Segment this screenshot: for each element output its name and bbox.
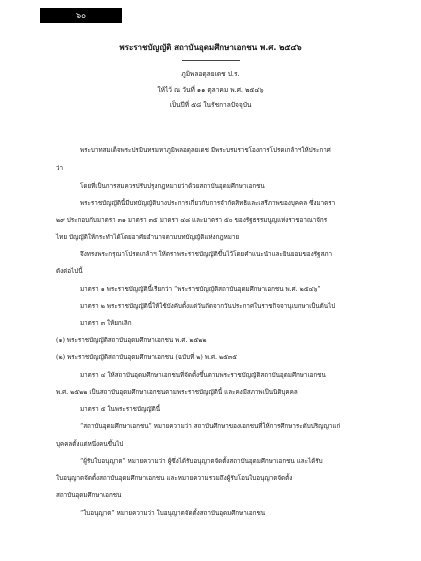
body-line: “ใบอนุญาต” หมายความว่า ใบอนุญาตจัดตั้งสถาบันอุดมศึกษาเอกชน (80, 510, 266, 517)
body-line: ดังต่อไปนี้ (56, 268, 83, 275)
king-name: ภูมิพลอดุลยเดช ป.ร. (181, 70, 240, 78)
body-line: “ผู้รับใบอนุญาต” หมายความว่า ผู้ซึ่งได้รับอนุญาตจัดตั้งสถาบันอุดมศึกษาเอกชน และได้รับ (80, 458, 323, 465)
body-line: ๒๙ ประกอบกับมาตรา ๓๑ มาตรา ๓๕ มาตรา ๔๘ และมาตรา ๕๐ ของรัฐธรรมนูญแห่งราชอาณาจักร (56, 217, 328, 224)
body-line: บุคคลตั้งแต่หนึ่งคนขึ้นไป (56, 441, 124, 448)
body-line: สถาบันอุดมศึกษาเอกชน (56, 492, 122, 499)
title-divider (182, 60, 240, 61)
body-line: ว่า (56, 165, 64, 172)
body-line: มาตรา ๑ พระราชบัญญัตินี้เรียกว่า “พระราชบัญญัติสถาบันอุดมศึกษาเอกชน พ.ศ. ๒๕๔๖” (80, 286, 321, 293)
body-line: “สถาบันอุดมศึกษาเอกชน” หมายความว่า สถาบันศึกษาของเอกชนที่ให้การศึกษาระดับปริญญาแก่ (80, 423, 341, 430)
body-line: มาตรา ๓ ให้ยกเลิก (80, 320, 132, 327)
body-line: มาตรา ๒ พระราชบัญญัตินี้ให้ใช้บังคับตั้งแต่วันถัดจากวันประกาศในราชกิจจานุเบกษาเป็นต้นไป (80, 303, 336, 310)
body-line: พระบาทสมเด็จพระปรมินทรมหาภูมิพลอดุลยเดช มีพระบรมราชโองการโปรดเกล้าฯให้ประกาศ (80, 147, 331, 154)
body-line: (๒) พระราชบัญญัติสถาบันอุดมศึกษาเอกชน (ฉบับที่ ๒) พ.ศ. ๒๕๓๕ (56, 354, 237, 361)
body-line: ไทย บัญญัติให้กระทำได้โดยอาศัยอำนาจตามบทบัญญัติแห่งกฎหมาย (56, 234, 240, 241)
body-line: (๑) พระราชบัญญัติสถาบันอุดมศึกษาเอกชน พ.ศ. ๒๕๒๒ (56, 337, 207, 344)
body-line: พระราชบัญญัตินี้มีบทบัญญัติบางประการเกี่ยวกับการจำกัดสิทธิและเสรีภาพของบุคคล ซึ่งมาตรา (80, 200, 336, 207)
body-line: มาตรา ๕ ในพระราชบัญญัตินี้ (80, 406, 161, 413)
page-number-bar: ๖๐ (40, 8, 122, 23)
body-line: มาตรา ๔ ให้สถาบันอุดมศึกษาเอกชนที่จัดตั้งขึ้นตามพระราชบัญญัติสถาบันอุดมศึกษาเอกชน (80, 372, 326, 379)
document-title: พระราชบัญญัติ สถาบันอุดมศึกษาเอกชน พ.ศ. ๒๕๔๖ (119, 43, 302, 52)
body-line: ใบอนุญาตจัดตั้งสถาบันอุดมศึกษาเอกชน และหมายความรวมถึงผู้รับโอนใบอนุญาตจัดตั้ง (56, 475, 293, 482)
body-line: จึงทรงพระกรุณาโปรดเกล้าฯ ให้ตราพระราชบัญญัติขึ้นไว้โดยคำแนะนำและยินยอมของรัฐสภา (80, 251, 333, 258)
given-date: ให้ไว้ ณ วันที่ ๑๑ ตุลาคม พ.ศ. ๒๕๔๖ (157, 86, 264, 94)
body-line: พ.ศ. ๒๕๒๒ เป็นสถาบันอุดมศึกษาเอกชนตามพระราชบัญญัตินี้ และคงมีสภาพเป็นนิติบุคคล (56, 389, 298, 396)
body-line: โดยที่เป็นการสมควรปรับปรุงกฎหมายว่าด้วยสถาบันอุดมศึกษาเอกชน (80, 183, 265, 190)
reign-year: เป็นปีที่ ๕๘ ในรัชกาลปัจจุบัน (169, 101, 252, 109)
